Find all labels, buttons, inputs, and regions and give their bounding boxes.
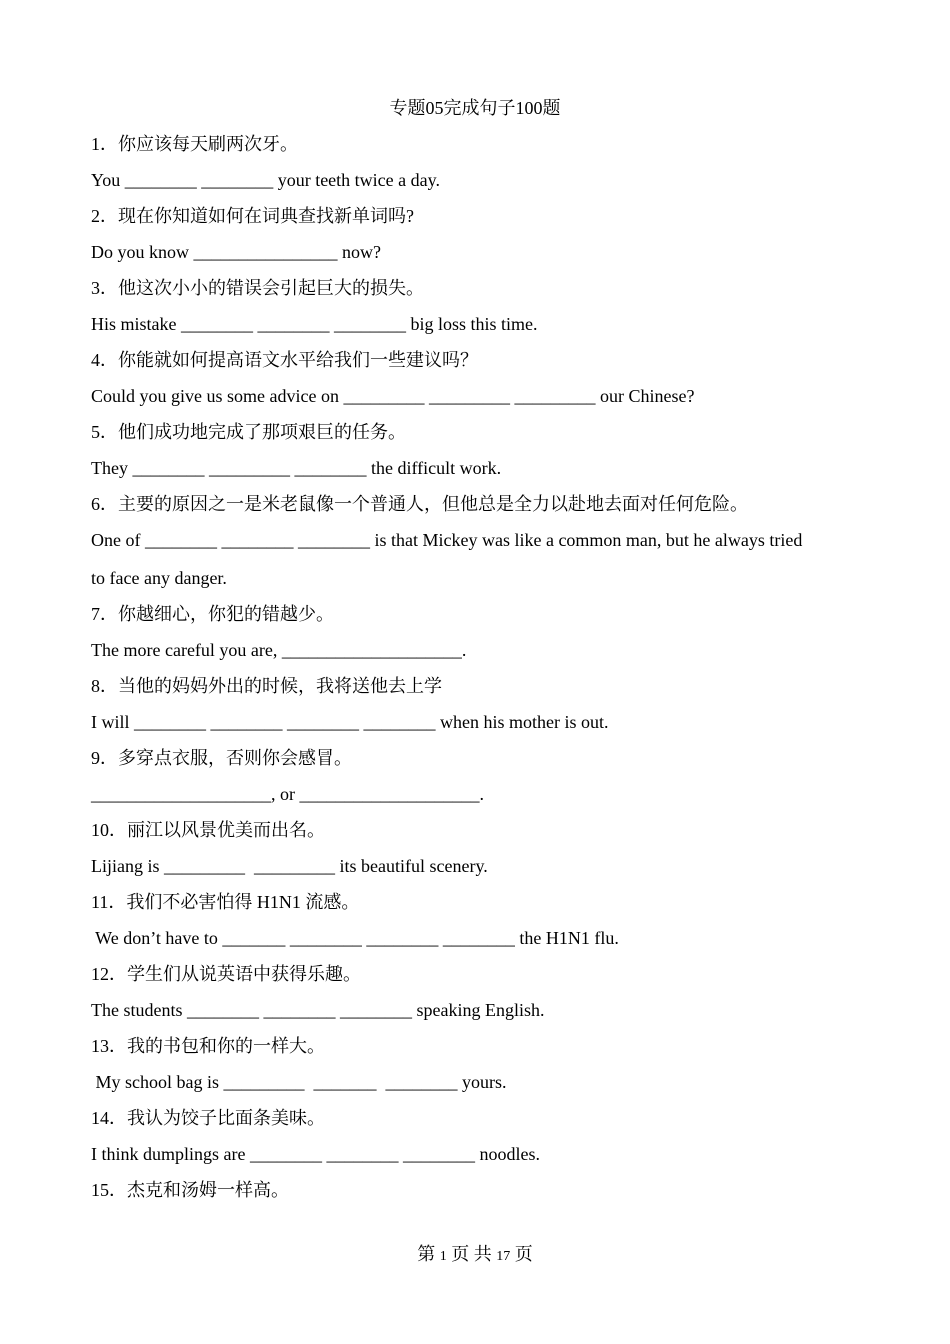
question-12-chinese: 12．学生们从说英语中获得乐趣。 [91,964,361,984]
question-6-english: One of ________ ________ ________ is that Mickey was like a common man, but he always tried [91,530,803,550]
question-3-chinese: 3．他这次小小的错误会引起巨大的损失。 [91,278,424,298]
question-9-chinese: 9．多穿点衣服，否则你会感冒。 [91,748,352,768]
question-6-chinese: 6．主要的原因之一是米老鼠像一个普通人，但他总是全力以赴地去面对任何危险。 [91,494,748,514]
total-page-count: 17 [496,1249,511,1264]
page-footer [0,1242,950,1269]
footer-suffix: 页 [514,1244,533,1264]
current-page-number: 1 [439,1249,447,1264]
question-7-chinese: 7．你越细心，你犯的错越少。 [91,604,334,624]
question-13-english: My school bag is _________ _______ ________ yours. [91,1072,507,1092]
question-8-english: I will ________ ________ ________ ________ when his mother is out. [91,712,609,732]
question-4-english: Could you give us some advice on _________ _________ _________ our Chinese? [91,386,695,406]
question-9-english: ____________________, or ____________________. [91,784,484,804]
footer-middle: 页 共 [451,1244,492,1264]
page-title: 专题05完成句子100题 [389,98,561,118]
question-14-chinese: 14．我认为饺子比面条美味。 [91,1108,325,1128]
question-4-chinese: 4．你能就如何提高语文水平给我们一些建议吗？ [91,350,478,370]
question-13-chinese: 13．我的书包和你的一样大。 [91,1036,325,1056]
question-11-chinese: 11．我们不必害怕得 H1N1 流感。 [91,892,360,912]
footer-prefix: 第 [417,1244,436,1264]
question-3-english: His mistake ________ ________ ________ big loss this time. [91,314,538,334]
question-12-english: The students ________ ________ ________ speaking English. [91,1000,545,1020]
question-14-english: I think dumplings are ________ ________ ________ noodles. [91,1144,540,1164]
question-2-chinese: 2．现在你知道如何在词典查找新单词吗? [91,206,414,226]
question-5-english: They ________ _________ ________ the difficult work. [91,458,502,478]
question-1-english: You ________ ________ your teeth twice a day. [91,170,440,190]
question-10-chinese: 10．丽江以风景优美而出名。 [91,820,325,840]
question-8-chinese: 8．当他的妈妈外出的时候，我将送他去上学 [91,676,442,696]
question-7-english: The more careful you are, ____________________. [91,640,467,660]
question-6-english-cont: to face any danger. [91,568,227,588]
question-1-chinese: 1．你应该每天刷两次牙。 [91,134,298,154]
question-5-chinese: 5．他们成功地完成了那项艰巨的任务。 [91,422,406,442]
question-2-english: Do you know ________________ now? [91,242,381,262]
question-11-english: We don’t have to _______ ________ ________ ________ the H1N1 flu. [91,928,619,948]
question-10-english: Lijiang is _________ _________ its beautiful scenery. [91,856,488,876]
question-15-chinese: 15．杰克和汤姆一样高。 [91,1180,289,1200]
